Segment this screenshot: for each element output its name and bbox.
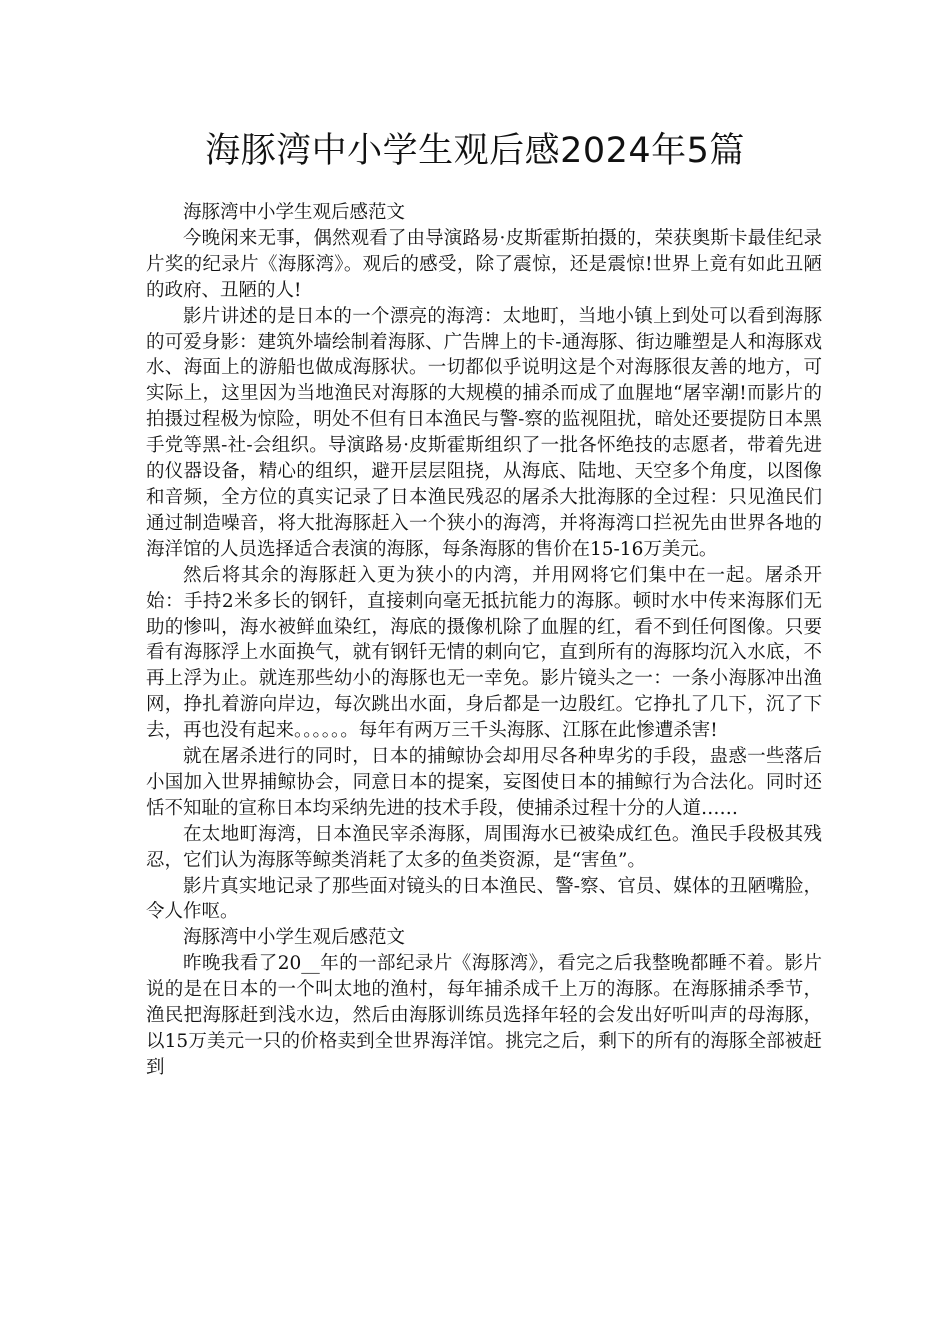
body-paragraph: 在太地町海湾，日本渔民宰杀海豚，周围海水已被染成红色。渔民手段极其残忍，它们认为海豚等鲸类消耗了太多的鱼类资源，是“害鱼”。 — [146, 823, 822, 871]
document-body — [146, 200, 822, 1081]
document-title: 海豚湾中小学生观后感2024年5篇 — [205, 131, 745, 171]
section-heading: 海豚湾中小学生观后感范文 — [183, 202, 406, 223]
body-paragraph: 影片讲述的是日本的一个漂亮的海湾：太地町，当地小镇上到处可以看到海豚的可爱身影：建筑外墙绘制着海豚、广告牌上的卡-通海豚、街边雕塑是人和海豚戏水、海面上的游船也做成海豚状。一切都似乎说明这是个对海豚很友善的地方，可实际上，这里因为当地渔民对海豚的大规模的捕杀而成了血腥地“屠宰潮!而影片的拍摄过程极为惊险，明处不但有日本渔民与警-察的监视阻扰，暗处还要提防日本黑手党等黑-社-会组织。导演路易·皮斯霍斯组织了一批各怀绝技的志愿者，带着先进的仪器设备，精心的组织，避开层层阻挠，从海底、陆地、天空多个角度，以图像和音频，全方位的真实记录了日本渔民残忍的屠杀大批海豚的全过程：只见渔民们通过制造噪音，将大批海豚赶入一个狭小的海湾，并将海湾口拦祝先由世界各地的海洋馆的人员选择适合表演的海豚，每条海豚的售价在15-16万美元。 — [146, 305, 822, 560]
body-paragraph: 今晚闲来无事，偶然观看了由导演路易·皮斯霍斯拍摄的，荣获奥斯卡最佳纪录片奖的纪录片《海豚湾》。观后的感受，除了震惊，还是震惊!世界上竟有如此丑陋的政府、丑陋的人! — [146, 227, 822, 301]
body-paragraph: 就在屠杀进行的同时，日本的捕鲸协会却用尽各种卑劣的手段，蛊惑一些落后小国加入世界捕鲸协会，同意日本的提案，妄图使日本的捕鲸行为合法化。同时还恬不知耻的宣称日本均采纳先进的技术手段，使捕杀过程十分的人道…… — [146, 746, 822, 819]
body-paragraph: 昨晚我看了20__年的一部纪录片《海豚湾》，看完之后我整晚都睡不着。影片说的是在日本的一个叫太地的渔村，每年捕杀成千上万的海豚。在海豚捕杀季节，渔民把海豚赶到浅水边，然后由海豚训练员选择年轻的会发出好听叫声的母海豚，以15万美元一只的价格卖到全世界海洋馆。挑完之后，剩下的所有的海豚全部被赶到 — [146, 953, 822, 1078]
section-heading: 海豚湾中小学生观后感范文 — [183, 927, 406, 949]
body-paragraph: 然后将其余的海豚赶入更为狭小的内湾，并用网将它们集中在一起。屠杀开始：手持2米多长的钢钎，直接刺向毫无抵抗能力的海豚。顿时水中传来海豚们无助的惨叫，海水被鲜血染红，海底的摄像机除了血腥的红，看不到任何图像。只要看有海豚浮上水面换气，就有钢钎无情的刺向它，直到所有的海豚均沉入水底，不再上浮为止。就连那些幼小的海豚也无一幸免。影片镜头之一：一条小海豚冲出渔网，挣扎着游向岸边，每次跳出水面，身后都是一边殷红。它挣扎了几下，沉了下去，再也没有起来。。。。。。每年有两万三千头海豚、江豚在此惨遭杀害! — [146, 564, 822, 742]
body-paragraph: 影片真实地记录了那些面对镜头的日本渔民、警-察、官员、媒体的丑陋嘴脸，令人作呕。 — [146, 875, 822, 923]
